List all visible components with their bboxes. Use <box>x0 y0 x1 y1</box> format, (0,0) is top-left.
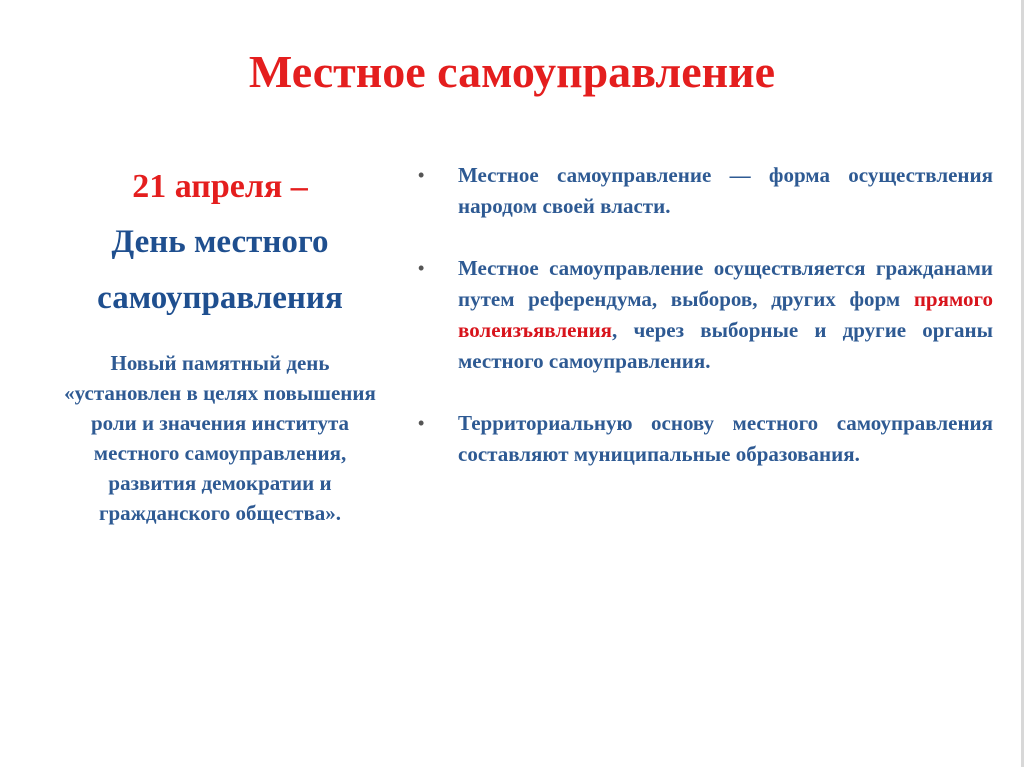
bullet-marker: • <box>418 165 425 185</box>
bullet-text: Местное самоуправление — форма осуществления народом своей власти. <box>458 163 993 218</box>
bullet-item-territory <box>418 408 993 470</box>
bullet-list <box>418 160 993 470</box>
date-heading: 21 апреля – <box>132 168 308 205</box>
memorial-day-note: Новый памятный день «установлен в целях повышения роли и значения института местного самоуправления, развития демократии и гражданского общества». <box>64 351 376 525</box>
bullet-text-before: Местное самоуправление осуществляется гражданами путем референдума, выборов, других форм <box>458 256 993 311</box>
highlighted-term: прямого волеизъявления <box>458 287 993 342</box>
bullet-item-forms <box>418 253 993 377</box>
bullet-marker: • <box>418 258 425 278</box>
slide-title: Местное самоуправление <box>248 46 776 97</box>
day-heading-line1: День местного <box>111 224 329 260</box>
right-column <box>418 160 993 470</box>
bullet-text: Территориальную основу местного самоуправления составляют муниципальные образования. <box>458 411 993 466</box>
bullet-text-after: , через выборные и другие органы местного самоуправления. <box>458 318 993 373</box>
bullet-item-definition <box>418 160 993 222</box>
left-column <box>40 160 400 528</box>
day-heading-line2: самоуправления <box>97 280 343 316</box>
bullet-marker: • <box>418 413 425 433</box>
